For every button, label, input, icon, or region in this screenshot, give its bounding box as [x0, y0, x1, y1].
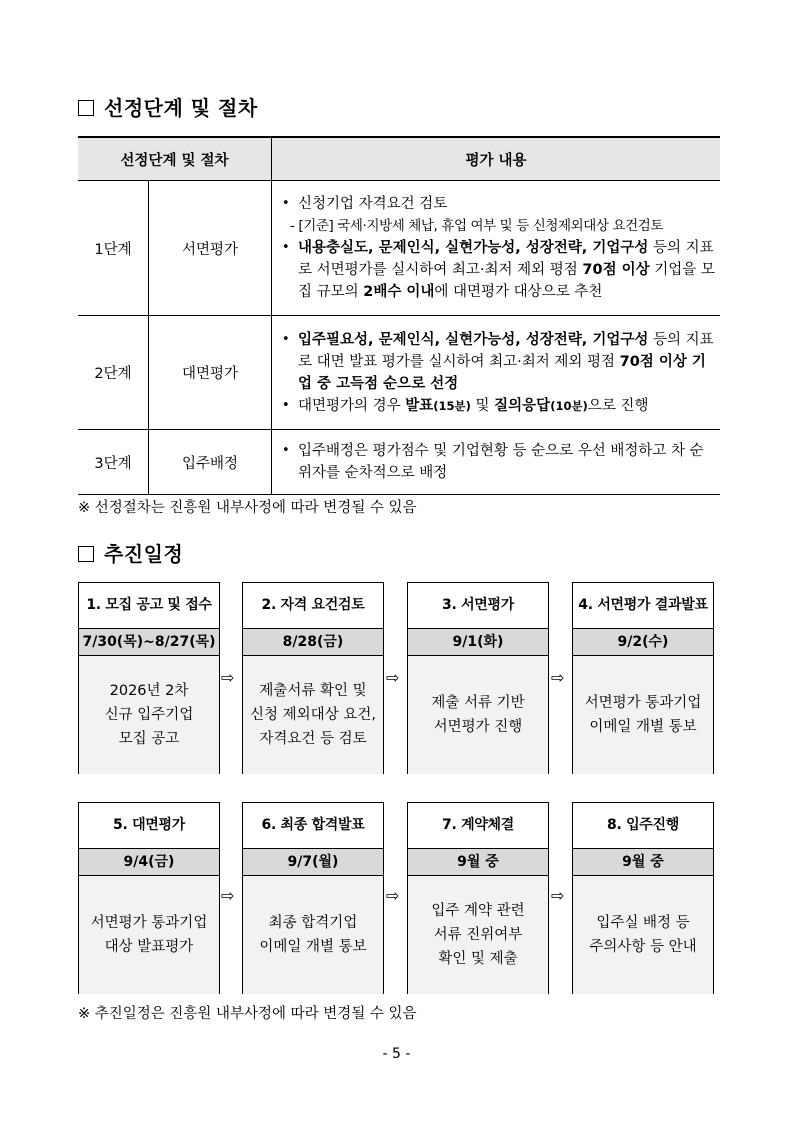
step-body: 2026년 2차 신규 입주기업 모집 공고 [79, 656, 219, 774]
step-title: 8. 입주진행 [573, 803, 713, 849]
schedule-note: ※ 추진일정은 진흥원 내부사정에 따라 변경될 수 있음 [78, 1006, 417, 1022]
arrow-right-icon [224, 674, 238, 686]
step-date: 8/28(금) [243, 629, 383, 656]
step-title: 3. 서면평가 [408, 583, 548, 629]
stage-name-cell: 입주배정 [149, 430, 272, 495]
content-cell [272, 430, 721, 495]
step-body: 서면평가 통과기업 이메일 개별 통보 [573, 656, 713, 774]
table-row [78, 181, 720, 316]
stage-name-cell: 대면평가 [149, 316, 272, 430]
schedule-step [242, 802, 384, 994]
stage-cell: 1단계 [78, 181, 149, 316]
schedule-step [242, 582, 384, 774]
table-row [78, 430, 720, 495]
step-title: 7. 계약체결 [408, 803, 548, 849]
content-cell [272, 181, 721, 316]
stage-cell: 3단계 [78, 430, 149, 495]
stage-name-cell: 서면평가 [149, 181, 272, 316]
content-cell [272, 316, 721, 430]
step-date: 9/1(화) [408, 629, 548, 656]
step-date: 9/7(월) [243, 849, 383, 876]
step-body: 최종 합격기업 이메일 개별 통보 [243, 876, 383, 994]
schedule-step [78, 802, 220, 994]
step-title: 2. 자격 요건검토 [243, 583, 383, 629]
checkbox-square-icon [78, 546, 94, 562]
arrow-right-icon [224, 892, 238, 904]
step-body: 서면평가 통과기업 대상 발표평가 [79, 876, 219, 994]
table-header-stage: 선정단계 및 절차 [78, 137, 272, 181]
step-date: 9/4(금) [79, 849, 219, 876]
step-date: 9/2(수) [573, 629, 713, 656]
stage-cell: 2단계 [78, 316, 149, 430]
step-body: 입주 계약 관련 서류 진위여부 확인 및 제출 [408, 876, 548, 994]
step-body: 입주실 배정 등 주의사항 등 안내 [573, 876, 713, 994]
selection-table [78, 136, 720, 495]
schedule-step [572, 582, 714, 774]
schedule-step [572, 802, 714, 994]
arrow-right-icon [389, 892, 403, 904]
step-body: 제출서류 확인 및 신청 제외대상 요건, 자격요건 등 검토 [243, 656, 383, 774]
schedule-step [407, 582, 549, 774]
step-title: 1. 모집 공고 및 접수 [79, 583, 219, 629]
sub-item: - [기준] 국세·지방세 체납, 휴업 여부 및 등 신청제외대상 요건검토 [290, 218, 664, 234]
table-header-content: 평가 내용 [272, 137, 721, 181]
schedule-step [78, 582, 220, 774]
section-heading-schedule: 추진일정 [78, 538, 183, 567]
schedule-step [407, 802, 549, 994]
arrow-right-icon [554, 892, 568, 904]
step-date: 9월 중 [573, 849, 713, 876]
checkbox-square-icon [78, 100, 94, 116]
arrow-right-icon [389, 674, 403, 686]
selection-note: ※ 선정절차는 진흥원 내부사정에 따라 변경될 수 있음 [78, 500, 417, 516]
bullet-item: • 신청기업 자격요건 검토 [282, 193, 716, 215]
bullet-item: • 대면평가의 경우 발표(15분) 및 질의응답(10분)으로 진행 [282, 395, 716, 417]
bullet-item: • 입주필요성, 문제인식, 실현가능성, 성장전략, 기업구성 등의 지표로 대면 발표 평가를 실시하여 최고·최저 제외 평점 70점 이상 기업 중 고득점 순으로 선정 [282, 329, 716, 395]
bullet-item: • 입주배정은 평가점수 및 기업현황 등 순으로 우선 배정하고 차 순위자를 순차적으로 배정 [282, 440, 716, 484]
arrow-right-icon [554, 674, 568, 686]
step-title: 5. 대면평가 [79, 803, 219, 849]
step-body: 제출 서류 기반 서면평가 진행 [408, 656, 548, 774]
table-row [78, 316, 720, 430]
section-heading-selection: 선정단계 및 절차 [78, 92, 258, 121]
step-date: 9월 중 [408, 849, 548, 876]
step-title: 4. 서면평가 결과발표 [573, 583, 713, 629]
bullet-item: • 내용충실도, 문제인식, 실현가능성, 성장전략, 기업구성 등의 지표로 서면평가를 실시하여 최고·최저 제외 평점 70점 이상 기업을 모집 규모의 2배수 이내에 대면평가 대상으로 추천 [282, 237, 716, 303]
page-number: - 5 - [382, 1046, 411, 1062]
table-header-row [78, 137, 720, 181]
step-date: 7/30(목)~8/27(목) [79, 629, 219, 656]
step-title: 6. 최종 합격발표 [243, 803, 383, 849]
